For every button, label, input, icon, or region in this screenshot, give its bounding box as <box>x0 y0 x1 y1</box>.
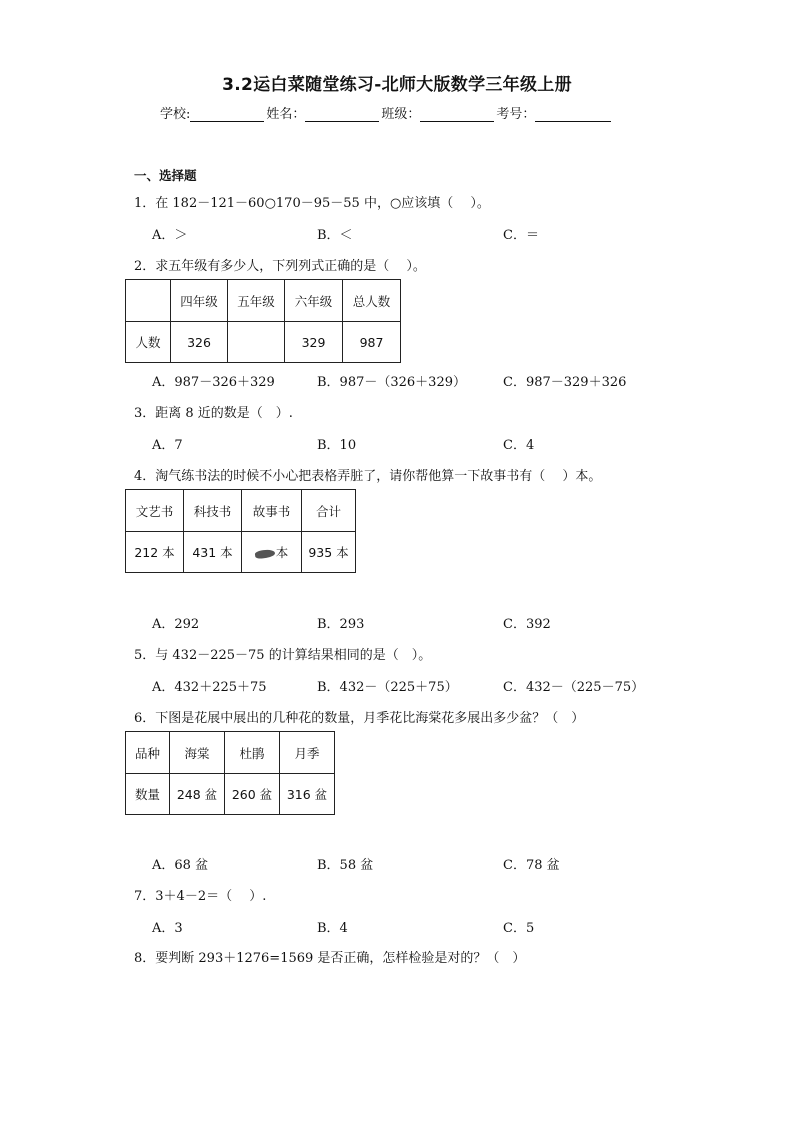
table-cell: 248 盆 <box>170 774 225 815</box>
table-cell <box>242 532 302 573</box>
table-cell: 212 本 <box>126 532 184 573</box>
question-6-table <box>125 731 335 815</box>
section-heading: 一、选择题 <box>134 168 197 183</box>
table-cell: 260 盆 <box>225 774 280 815</box>
option-c[interactable]: C．＝ <box>503 228 539 243</box>
table-header-row <box>126 732 335 774</box>
option-a[interactable]: A．＞ <box>152 228 188 243</box>
table-cell: 合计 <box>302 490 356 532</box>
table-header-row <box>126 490 356 532</box>
table-cell: 故事书 <box>242 490 302 532</box>
class-label: 班级： <box>381 107 421 122</box>
option-a[interactable]: A．432＋225＋75 <box>152 680 267 695</box>
option-c[interactable]: C．392 <box>503 617 551 632</box>
table-cell: 329 <box>285 322 343 363</box>
table-cell: 316 盆 <box>280 774 335 815</box>
question-1: 1．在 182－121－60○170－95－55 中，○应该填（ ）。 <box>134 196 490 211</box>
table-header-row <box>126 280 401 322</box>
option-a[interactable]: A．292 <box>152 617 200 632</box>
option-c[interactable]: C．78 盆 <box>503 858 560 873</box>
smudged-cell-unit: 本 <box>275 545 289 560</box>
table-cell: 431 本 <box>184 532 242 573</box>
option-c[interactable]: C．432－（225－75） <box>503 680 645 695</box>
table-cell: 杜鹃 <box>225 732 280 774</box>
question-2: 2．求五年级有多少人，下列列式正确的是（ ）。 <box>134 259 426 274</box>
option-b[interactable]: B．293 <box>317 617 365 632</box>
table-cell: 987 <box>343 322 401 363</box>
table-cell <box>126 280 171 322</box>
option-a[interactable]: A．68 盆 <box>152 858 209 873</box>
option-b[interactable]: B．4 <box>317 921 348 936</box>
question-8: 8．要判断 293＋1276=1569 是否正确，怎样检验是对的？（ ） <box>134 951 526 966</box>
table-cell: 总人数 <box>343 280 401 322</box>
exam-no-blank[interactable] <box>535 107 611 122</box>
question-3: 3．距离 8 近的数是（ ）. <box>134 406 293 421</box>
option-b[interactable]: B．10 <box>317 438 357 453</box>
table-cell: 数量 <box>126 774 170 815</box>
option-b[interactable]: B．432－（225＋75） <box>317 680 458 695</box>
school-label: 学校: <box>160 107 191 122</box>
table-cell: 四年级 <box>171 280 228 322</box>
option-c[interactable]: C．4 <box>503 438 535 453</box>
question-2-table <box>125 279 401 363</box>
table-cell: 五年级 <box>228 280 285 322</box>
option-b[interactable]: B．＜ <box>317 228 353 243</box>
table-row <box>126 532 356 573</box>
question-4-table <box>125 489 356 573</box>
table-cell: 科技书 <box>184 490 242 532</box>
option-c[interactable]: C．5 <box>503 921 535 936</box>
option-b[interactable]: B．58 盆 <box>317 858 374 873</box>
table-cell: 326 <box>171 322 228 363</box>
table-cell <box>228 322 285 363</box>
option-c[interactable]: C．987－329＋326 <box>503 375 627 390</box>
table-row <box>126 322 401 363</box>
table-cell: 海棠 <box>170 732 225 774</box>
table-row <box>126 774 335 815</box>
question-5: 5．与 432－225－75 的计算结果相同的是（ ）。 <box>134 648 432 663</box>
option-a[interactable]: A．3 <box>152 921 183 936</box>
class-blank[interactable] <box>420 107 494 122</box>
table-cell: 935 本 <box>302 532 356 573</box>
option-b[interactable]: B．987－（326＋329） <box>317 375 466 390</box>
option-a[interactable]: A．987－326＋329 <box>152 375 275 390</box>
table-cell: 六年级 <box>285 280 343 322</box>
exam-no-label: 考号： <box>496 107 536 122</box>
name-blank[interactable] <box>305 107 379 122</box>
table-cell: 品种 <box>126 732 170 774</box>
question-7: 7．3＋4－2＝（ ）. <box>134 889 267 904</box>
student-info-line <box>160 103 613 122</box>
table-cell: 人数 <box>126 322 171 363</box>
option-a[interactable]: A．7 <box>152 438 183 453</box>
school-blank[interactable] <box>190 107 264 122</box>
ink-smudge-icon <box>254 548 275 559</box>
table-cell: 文艺书 <box>126 490 184 532</box>
name-label: 姓名： <box>266 107 306 122</box>
table-cell: 月季 <box>280 732 335 774</box>
page-title: 3.2运白菜随堂练习-北师大版数学三年级上册 <box>222 75 572 95</box>
question-6: 6．下图是花展中展出的几种花的数量，月季花比海棠花多展出多少盆？（ ） <box>134 711 585 726</box>
question-4: 4．淘气练书法的时候不小心把表格弄脏了，请你帮他算一下故事书有（ ）本。 <box>134 469 602 484</box>
